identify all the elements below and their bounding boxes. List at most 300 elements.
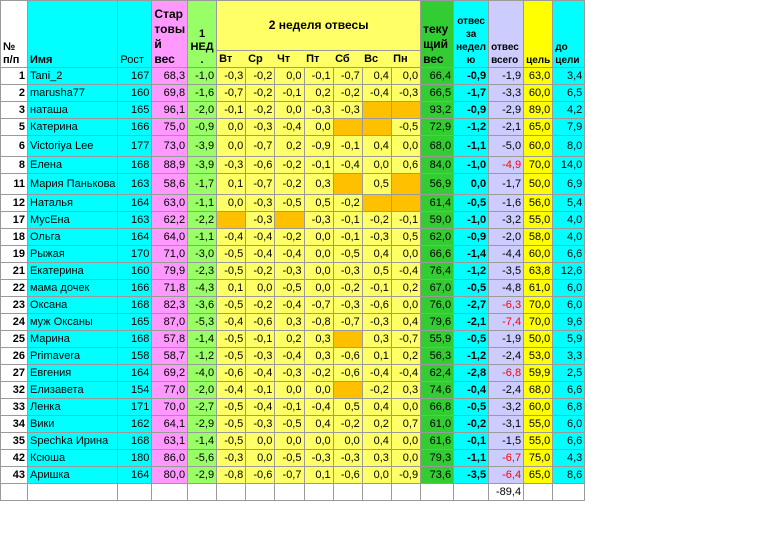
- row-goal: 70,0: [524, 157, 553, 174]
- col-header-start-weight: Стар товы й вес: [152, 1, 188, 68]
- row-day-value: -0,2: [246, 85, 275, 102]
- row-day-value: -0,5: [275, 450, 304, 467]
- table-row: [1, 416, 585, 433]
- row-start-weight: 69,2: [152, 365, 188, 382]
- row-start-weight: 64,1: [152, 416, 188, 433]
- col-header-num: № п/п: [1, 1, 28, 68]
- row-to-goal: 4,0: [553, 212, 585, 229]
- row-current-weight: 79,3: [421, 450, 454, 467]
- row-current-weight: 66,6: [421, 246, 454, 263]
- row-day-value: 0,0: [246, 450, 275, 467]
- row-current-weight: 56,3: [421, 348, 454, 365]
- row-day-value: 0,3: [304, 174, 333, 195]
- row-name: Оксана: [28, 297, 118, 314]
- row-week1-loss: -4,3: [188, 280, 217, 297]
- row-day-value: -0,5: [391, 119, 420, 136]
- row-day-value: -0,4: [246, 365, 275, 382]
- row-start-weight: 57,8: [152, 331, 188, 348]
- table-row: [1, 195, 585, 212]
- row-current-weight: 61,6: [421, 433, 454, 450]
- row-num: 27: [1, 365, 28, 382]
- row-day-value: [362, 102, 391, 119]
- row-day-value: -0,3: [333, 450, 362, 467]
- row-total-loss: -4,4: [489, 246, 524, 263]
- col-header-week1: 1 НЕД .: [188, 1, 217, 68]
- row-day-value: 0,0: [391, 246, 420, 263]
- row-num: 1: [1, 68, 28, 85]
- row-total-loss: -5,0: [489, 136, 524, 157]
- row-week1-loss: -2,9: [188, 416, 217, 433]
- row-height: 168: [118, 157, 152, 174]
- row-total-loss: -1,9: [489, 68, 524, 85]
- row-start-weight: 75,0: [152, 119, 188, 136]
- row-day-value: -0,4: [275, 119, 304, 136]
- row-num: 12: [1, 195, 28, 212]
- row-goal: 68,0: [524, 382, 553, 399]
- table-row: [1, 119, 585, 136]
- row-week-loss: -0,5: [454, 331, 489, 348]
- row-num: 24: [1, 314, 28, 331]
- row-goal: 75,0: [524, 450, 553, 467]
- row-week-loss: -0,5: [454, 399, 489, 416]
- row-day-value: -0,2: [333, 195, 362, 212]
- row-week-loss: -0,5: [454, 195, 489, 212]
- row-start-weight: 63,1: [152, 433, 188, 450]
- row-num: 2: [1, 85, 28, 102]
- row-goal: 53,0: [524, 348, 553, 365]
- row-week1-loss: -3,0: [188, 246, 217, 263]
- row-goal: 60,0: [524, 85, 553, 102]
- row-to-goal: 6,8: [553, 399, 585, 416]
- row-day-value: -0,7: [333, 68, 362, 85]
- row-day-value: -0,1: [275, 85, 304, 102]
- row-name: Мария Панькова: [28, 174, 118, 195]
- row-day-value: 0,2: [275, 136, 304, 157]
- row-week1-loss: -1,6: [188, 85, 217, 102]
- footer-row: [1, 484, 585, 501]
- row-current-weight: 66,4: [421, 68, 454, 85]
- row-day-value: 0,0: [217, 195, 246, 212]
- row-day-value: -0,1: [246, 331, 275, 348]
- row-to-goal: 4,3: [553, 450, 585, 467]
- row-week1-loss: -1,7: [188, 174, 217, 195]
- row-current-weight: 61,4: [421, 195, 454, 212]
- row-day-value: 0,0: [391, 433, 420, 450]
- row-day-value: 0,0: [304, 263, 333, 280]
- row-height: 177: [118, 136, 152, 157]
- row-start-weight: 77,0: [152, 382, 188, 399]
- row-day-value: -0,1: [333, 136, 362, 157]
- row-day-value: -0,4: [246, 399, 275, 416]
- row-week-loss: -0,5: [454, 280, 489, 297]
- row-total-loss: -1,7: [489, 174, 524, 195]
- row-goal: 70,0: [524, 297, 553, 314]
- row-week-loss: -0,9: [454, 68, 489, 85]
- row-day-value: 0,0: [275, 102, 304, 119]
- row-day-value: -0,4: [217, 382, 246, 399]
- row-day-value: -0,5: [217, 331, 246, 348]
- row-height: 165: [118, 314, 152, 331]
- row-day-value: -0,3: [362, 314, 391, 331]
- row-day-value: -0,2: [275, 157, 304, 174]
- row-day-value: 0,0: [391, 297, 420, 314]
- row-day-value: -0,2: [246, 68, 275, 85]
- row-day-value: -0,2: [333, 85, 362, 102]
- row-height: 158: [118, 348, 152, 365]
- row-day-value: 0,2: [391, 280, 420, 297]
- row-name: Tani_2: [28, 68, 118, 85]
- table-row: [1, 467, 585, 484]
- row-total-loss: -3,1: [489, 416, 524, 433]
- row-name: Марина: [28, 331, 118, 348]
- table-row: [1, 280, 585, 297]
- row-start-weight: 58,7: [152, 348, 188, 365]
- row-name: Наталья: [28, 195, 118, 212]
- row-week1-loss: -1,1: [188, 195, 217, 212]
- row-day-value: 0,1: [362, 348, 391, 365]
- row-name: Аришка: [28, 467, 118, 484]
- row-day-value: -0,5: [217, 297, 246, 314]
- row-current-weight: 62,4: [421, 365, 454, 382]
- row-day-value: [333, 331, 362, 348]
- row-height: 165: [118, 102, 152, 119]
- row-day-value: 0,0: [304, 119, 333, 136]
- table-row: [1, 297, 585, 314]
- row-height: 166: [118, 119, 152, 136]
- row-height: 163: [118, 174, 152, 195]
- row-name: мама дочек: [28, 280, 118, 297]
- row-name: МусЕна: [28, 212, 118, 229]
- row-day-value: -0,4: [275, 246, 304, 263]
- row-week-loss: -0,4: [454, 382, 489, 399]
- row-day-value: -0,1: [333, 229, 362, 246]
- row-day-value: 0,4: [362, 399, 391, 416]
- row-total-loss: -2,1: [489, 119, 524, 136]
- row-day-value: -0,5: [275, 280, 304, 297]
- row-current-weight: 66,5: [421, 85, 454, 102]
- row-day-value: [391, 102, 420, 119]
- row-day-value: -0,3: [304, 102, 333, 119]
- row-day-value: -0,2: [275, 229, 304, 246]
- row-day-value: -0,1: [362, 280, 391, 297]
- row-day-value: -0,6: [246, 467, 275, 484]
- row-week1-loss: -5,3: [188, 314, 217, 331]
- row-day-value: -0,7: [246, 136, 275, 157]
- row-day-value: 0,0: [391, 399, 420, 416]
- row-name: Spechka Ирина: [28, 433, 118, 450]
- row-day-value: -0,5: [217, 433, 246, 450]
- row-num: 42: [1, 450, 28, 467]
- row-name: marusha77: [28, 85, 118, 102]
- row-height: 164: [118, 229, 152, 246]
- row-num: 19: [1, 246, 28, 263]
- row-start-weight: 69,8: [152, 85, 188, 102]
- row-day-value: 0,0: [391, 450, 420, 467]
- row-start-weight: 88,9: [152, 157, 188, 174]
- row-height: 162: [118, 416, 152, 433]
- row-current-weight: 84,0: [421, 157, 454, 174]
- row-day-value: 0,4: [362, 68, 391, 85]
- table-row: [1, 382, 585, 399]
- row-total-loss: -2,4: [489, 348, 524, 365]
- row-day-value: -0,3: [217, 68, 246, 85]
- day-header: Вт: [219, 53, 233, 65]
- row-day-value: 0,0: [304, 382, 333, 399]
- row-day-value: 0,3: [275, 314, 304, 331]
- row-total-loss: -1,6: [489, 195, 524, 212]
- row-height: 170: [118, 246, 152, 263]
- col-header-goal: цель: [524, 1, 553, 68]
- row-total-loss: -6,3: [489, 297, 524, 314]
- table-row: [1, 246, 585, 263]
- row-to-goal: 6,9: [553, 174, 585, 195]
- row-day-value: -0,6: [333, 467, 362, 484]
- row-num: 43: [1, 467, 28, 484]
- row-week-loss: -2,1: [454, 314, 489, 331]
- row-day-value: 0,4: [304, 416, 333, 433]
- row-name: Екатерина: [28, 263, 118, 280]
- row-day-value: -0,2: [304, 365, 333, 382]
- row-day-value: -0,4: [246, 229, 275, 246]
- row-current-weight: 56,9: [421, 174, 454, 195]
- row-current-weight: 72,9: [421, 119, 454, 136]
- row-day-value: -0,5: [333, 246, 362, 263]
- row-to-goal: 12,6: [553, 263, 585, 280]
- row-height: 160: [118, 263, 152, 280]
- row-goal: 65,0: [524, 467, 553, 484]
- row-name: Елизавета: [28, 382, 118, 399]
- day-header: Пн: [393, 53, 408, 65]
- row-name: Ольга: [28, 229, 118, 246]
- row-total-loss: -2,4: [489, 382, 524, 399]
- row-height: 168: [118, 331, 152, 348]
- row-week-loss: -1,1: [454, 136, 489, 157]
- row-day-value: 0,0: [362, 467, 391, 484]
- row-day-value: 0,0: [362, 157, 391, 174]
- row-num: 17: [1, 212, 28, 229]
- row-day-value: 0,0: [391, 68, 420, 85]
- row-day-value: 0,0: [304, 433, 333, 450]
- row-height: 171: [118, 399, 152, 416]
- row-week1-loss: -1,1: [188, 229, 217, 246]
- row-day-value: -0,6: [246, 157, 275, 174]
- row-day-value: 0,0: [304, 229, 333, 246]
- row-day-value: [391, 174, 420, 195]
- row-total-loss: -6,4: [489, 467, 524, 484]
- row-day-value: 0,3: [304, 331, 333, 348]
- row-day-value: -0,6: [246, 314, 275, 331]
- row-current-weight: 74,6: [421, 382, 454, 399]
- row-day-value: [333, 174, 362, 195]
- table-row: [1, 212, 585, 229]
- row-to-goal: 3,3: [553, 348, 585, 365]
- row-day-value: -0,3: [333, 102, 362, 119]
- col-header-week2-group: [217, 1, 421, 68]
- table-row: [1, 433, 585, 450]
- row-goal: 60,0: [524, 136, 553, 157]
- row-total-loss: -3,2: [489, 212, 524, 229]
- row-week-loss: -2,8: [454, 365, 489, 382]
- row-day-value: -0,3: [304, 212, 333, 229]
- row-day-value: 0,3: [391, 382, 420, 399]
- row-num: 21: [1, 263, 28, 280]
- row-week-loss: -1,0: [454, 212, 489, 229]
- table-row: [1, 102, 585, 119]
- row-start-weight: 79,9: [152, 263, 188, 280]
- row-week1-loss: -4,0: [188, 365, 217, 382]
- row-day-value: -0,5: [217, 246, 246, 263]
- row-day-value: -0,4: [246, 246, 275, 263]
- col-header-total-loss: отвес всего: [489, 1, 524, 68]
- row-goal: 61,0: [524, 280, 553, 297]
- row-day-value: 0,2: [304, 85, 333, 102]
- row-day-value: 0,5: [304, 195, 333, 212]
- row-day-value: 0,1: [304, 467, 333, 484]
- row-total-loss: -3,3: [489, 85, 524, 102]
- row-name: наташа: [28, 102, 118, 119]
- row-current-weight: 76,4: [421, 263, 454, 280]
- row-start-weight: 82,3: [152, 297, 188, 314]
- row-day-value: -0,1: [246, 382, 275, 399]
- row-total-loss: -2,9: [489, 102, 524, 119]
- row-day-value: -0,2: [333, 416, 362, 433]
- row-goal: 60,0: [524, 399, 553, 416]
- row-height: 164: [118, 195, 152, 212]
- row-week-loss: -0,9: [454, 229, 489, 246]
- row-week1-loss: -2,2: [188, 212, 217, 229]
- row-num: 35: [1, 433, 28, 450]
- row-day-value: -0,5: [275, 195, 304, 212]
- row-height: 166: [118, 280, 152, 297]
- row-current-weight: 62,0: [421, 229, 454, 246]
- row-current-weight: 67,0: [421, 280, 454, 297]
- row-day-value: -0,8: [217, 467, 246, 484]
- row-day-value: -0,1: [275, 399, 304, 416]
- row-height: 163: [118, 212, 152, 229]
- row-week1-loss: -5,6: [188, 450, 217, 467]
- row-day-value: -0,1: [304, 157, 333, 174]
- row-day-value: -0,6: [333, 348, 362, 365]
- row-week-loss: -1,0: [454, 157, 489, 174]
- row-to-goal: 4,2: [553, 102, 585, 119]
- row-goal: 56,0: [524, 195, 553, 212]
- row-day-value: -0,7: [275, 467, 304, 484]
- row-day-value: 0,0: [275, 68, 304, 85]
- row-current-weight: 73,6: [421, 467, 454, 484]
- row-day-value: -0,3: [333, 297, 362, 314]
- row-day-value: 0,1: [217, 280, 246, 297]
- row-day-value: -0,4: [391, 365, 420, 382]
- row-week1-loss: -1,0: [188, 68, 217, 85]
- row-day-value: -0,5: [217, 399, 246, 416]
- row-num: 18: [1, 229, 28, 246]
- day-header: Сб: [335, 53, 350, 65]
- row-to-goal: 2,5: [553, 365, 585, 382]
- row-height: 160: [118, 85, 152, 102]
- header-row: [1, 1, 585, 68]
- row-day-value: 0,3: [362, 331, 391, 348]
- row-start-weight: 87,0: [152, 314, 188, 331]
- row-current-weight: 66,8: [421, 399, 454, 416]
- row-to-goal: 3,4: [553, 68, 585, 85]
- row-total-loss: -3,5: [489, 263, 524, 280]
- table-row: [1, 399, 585, 416]
- row-week-loss: 0,0: [454, 174, 489, 195]
- row-day-value: -0,4: [304, 399, 333, 416]
- table-body: [1, 68, 585, 484]
- col-header-height: Рост: [118, 1, 152, 68]
- row-day-value: -0,4: [362, 365, 391, 382]
- row-to-goal: 6,0: [553, 280, 585, 297]
- row-day-value: -0,3: [246, 416, 275, 433]
- row-week-loss: -1,2: [454, 348, 489, 365]
- row-height: 180: [118, 450, 152, 467]
- row-day-value: -0,7: [391, 331, 420, 348]
- table-row: [1, 263, 585, 280]
- row-day-value: -0,3: [304, 450, 333, 467]
- row-day-value: -0,1: [333, 212, 362, 229]
- row-week1-loss: -1,4: [188, 433, 217, 450]
- row-height: 168: [118, 297, 152, 314]
- row-height: 167: [118, 68, 152, 85]
- row-start-weight: 63,0: [152, 195, 188, 212]
- table-row: [1, 85, 585, 102]
- row-start-weight: 68,3: [152, 68, 188, 85]
- row-total-loss: -6,7: [489, 450, 524, 467]
- row-day-value: [391, 195, 420, 212]
- row-current-weight: 93,2: [421, 102, 454, 119]
- row-total-loss: -1,9: [489, 331, 524, 348]
- day-header: Вс: [364, 53, 379, 65]
- row-day-value: -0,7: [304, 297, 333, 314]
- row-start-weight: 80,0: [152, 467, 188, 484]
- row-goal: 55,0: [524, 433, 553, 450]
- row-day-value: 0,0: [246, 280, 275, 297]
- table-row: [1, 365, 585, 382]
- row-day-value: -0,3: [275, 263, 304, 280]
- row-start-weight: 86,0: [152, 450, 188, 467]
- row-total-loss: -1,5: [489, 433, 524, 450]
- row-goal: 89,0: [524, 102, 553, 119]
- row-height: 164: [118, 467, 152, 484]
- row-total-loss: -7,4: [489, 314, 524, 331]
- row-current-weight: 55,9: [421, 331, 454, 348]
- row-week1-loss: -3,9: [188, 157, 217, 174]
- row-num: 25: [1, 331, 28, 348]
- row-day-value: -0,7: [333, 314, 362, 331]
- row-current-weight: 61,0: [421, 416, 454, 433]
- row-to-goal: 8,6: [553, 467, 585, 484]
- table-row: [1, 331, 585, 348]
- row-num: 11: [1, 174, 28, 195]
- table-row: [1, 229, 585, 246]
- row-day-value: 0,7: [391, 416, 420, 433]
- row-day-value: 0,4: [362, 136, 391, 157]
- row-week-loss: -2,7: [454, 297, 489, 314]
- row-start-weight: 62,2: [152, 212, 188, 229]
- row-name: Катерина: [28, 119, 118, 136]
- row-day-value: [333, 119, 362, 136]
- footer-total: -89,4: [489, 484, 524, 501]
- row-day-value: -0,9: [304, 136, 333, 157]
- row-week-loss: -0,2: [454, 416, 489, 433]
- row-total-loss: -2,0: [489, 229, 524, 246]
- row-num: 23: [1, 297, 28, 314]
- col-header-week-loss: отвес за недел ю: [454, 1, 489, 68]
- row-num: 22: [1, 280, 28, 297]
- row-day-value: -0,4: [333, 157, 362, 174]
- row-start-weight: 71,8: [152, 280, 188, 297]
